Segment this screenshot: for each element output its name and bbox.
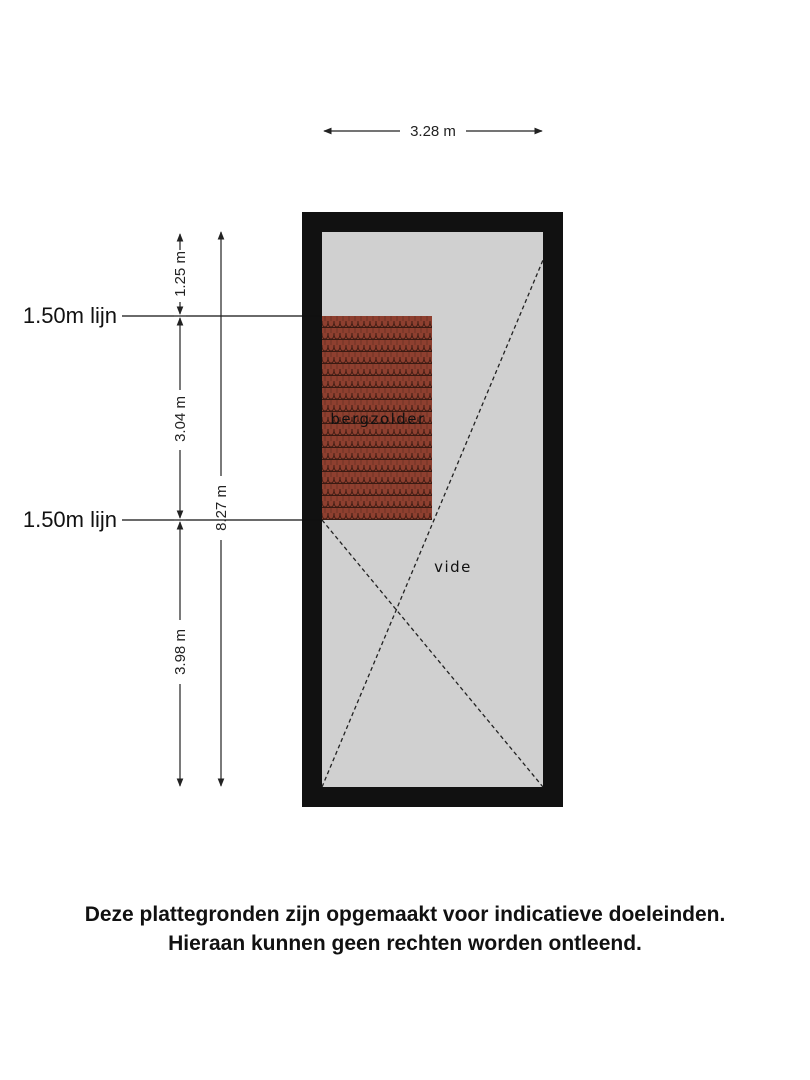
segment-dim-1: 1.25 m [172,251,189,297]
height-line-label-bottom: 1.50m lijn [22,507,117,532]
height-line-label-top: 1.50m lijn [22,303,117,328]
void-label: vide [434,558,472,576]
segment-dim-2: 3.04 m [172,396,189,442]
disclaimer [0,900,810,958]
total-height-dimension: 8.27 m [213,485,230,531]
segment-dim-3: 3.98 m [172,629,189,675]
width-dimension: 3.28 m [410,123,456,140]
storage-label: bergzolder [330,410,426,428]
disclaimer-line-1: Deze plattegronden zijn opgemaakt voor indicatieve doeleinden. [84,903,726,926]
disclaimer-line-2: Hieraan kunnen geen rechten worden ontleend. [168,932,642,955]
